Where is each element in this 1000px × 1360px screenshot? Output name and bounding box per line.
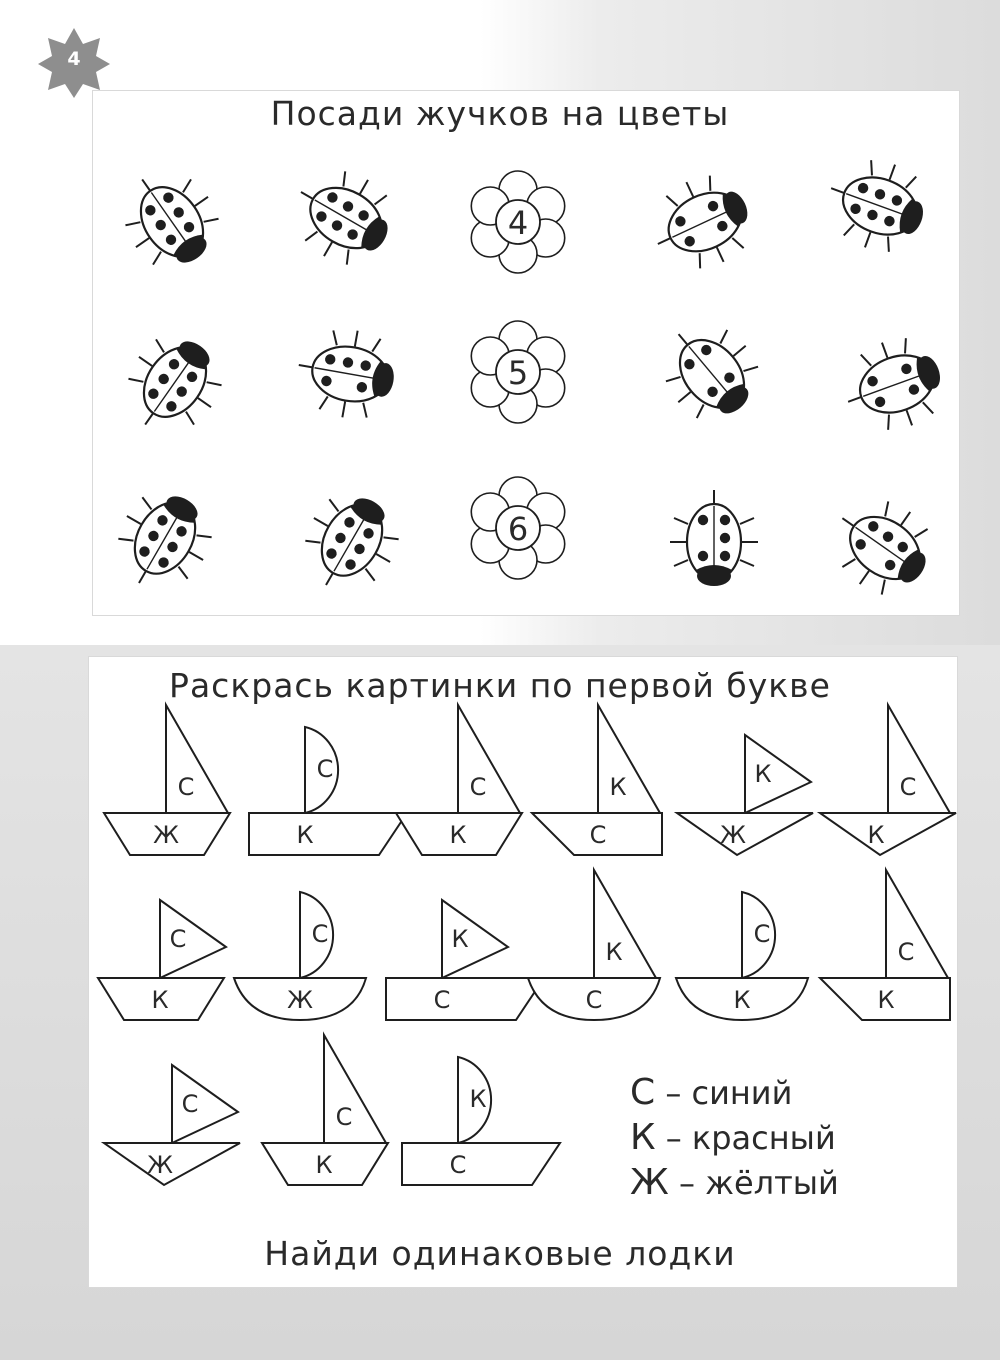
hull-letter: Ж	[287, 986, 313, 1014]
flower	[471, 477, 564, 579]
ladybug	[291, 322, 401, 425]
legend-letter: С	[630, 1072, 656, 1113]
hull-letter: К	[296, 821, 314, 849]
hull	[386, 978, 544, 1020]
hull-letter: Ж	[720, 821, 746, 849]
legend-dash: –	[678, 1164, 695, 1202]
sail-letter: С	[897, 938, 915, 966]
hull	[249, 813, 407, 855]
ladybug-spot	[720, 551, 730, 561]
flower-number: 4	[507, 204, 529, 242]
legend-row-red	[630, 1115, 870, 1160]
ladybug	[101, 478, 225, 605]
boat	[402, 1057, 560, 1185]
hull-letter: С	[585, 986, 603, 1014]
hull-letter: С	[449, 1151, 467, 1179]
sail	[598, 705, 660, 813]
ladybug	[816, 147, 936, 263]
sail-letter: С	[181, 1090, 199, 1118]
sail	[888, 705, 950, 813]
hull-letter: К	[315, 1151, 333, 1179]
hull	[820, 813, 956, 855]
boat	[98, 900, 226, 1020]
boat	[820, 705, 956, 855]
sail-letter: С	[469, 773, 487, 801]
hull-letter: К	[867, 821, 885, 849]
boat	[104, 705, 230, 855]
ladybug	[833, 328, 953, 444]
boat	[528, 870, 660, 1020]
sail-letter: К	[605, 938, 623, 966]
boat	[104, 1065, 240, 1185]
sail-letter: С	[899, 773, 917, 801]
boat	[386, 900, 544, 1020]
flower	[471, 321, 564, 423]
sail-letter: С	[169, 925, 187, 953]
sail-letter: К	[451, 925, 469, 953]
page-number: 4	[67, 48, 81, 70]
ladybug	[670, 490, 758, 586]
hull-letter: К	[449, 821, 467, 849]
ladybug	[106, 154, 233, 283]
ladybug	[109, 321, 236, 450]
legend-letter: Ж	[630, 1162, 669, 1203]
ladybug-spot	[720, 515, 730, 525]
sail-letter: К	[754, 760, 772, 788]
legend-color-name: синий	[691, 1074, 793, 1112]
sail-letter: К	[469, 1085, 487, 1113]
ladybug	[279, 154, 406, 278]
hull-letter: К	[877, 986, 895, 1014]
sail-letter: С	[335, 1103, 353, 1131]
legend-dash: –	[665, 1074, 682, 1112]
find-same-boats-task: Найди одинаковые лодки	[264, 1234, 736, 1273]
sail-letter: С	[177, 773, 195, 801]
flower	[471, 171, 564, 273]
boat-exercise-title: Раскрась картинки по первой букве	[169, 666, 831, 705]
sail	[594, 870, 656, 978]
boat	[532, 705, 662, 855]
sail-letter: С	[311, 920, 329, 948]
flower-number: 5	[507, 354, 529, 392]
color-legend	[630, 1070, 870, 1205]
ladybug	[645, 306, 774, 436]
sail	[886, 870, 948, 978]
ladybug-spot	[720, 533, 730, 543]
flower-number: 6	[507, 510, 529, 548]
hull-letter: Ж	[147, 1151, 173, 1179]
sail	[324, 1035, 386, 1143]
ladybug	[288, 480, 412, 607]
legend-dash: –	[665, 1119, 682, 1157]
ladybug-spot	[698, 515, 708, 525]
hull	[402, 1143, 560, 1185]
hull-letter: Ж	[153, 821, 179, 849]
sail-letter: К	[609, 773, 627, 801]
legend-color-name: красный	[691, 1119, 836, 1157]
sail	[166, 705, 228, 813]
hull-letter: К	[151, 986, 169, 1014]
hull-letter: С	[433, 986, 451, 1014]
ladybug	[639, 164, 763, 284]
boat	[249, 727, 407, 855]
legend-letter: К	[630, 1117, 656, 1158]
boat	[677, 735, 813, 855]
legend-row-yellow	[630, 1160, 870, 1205]
sail	[458, 705, 520, 813]
ladybug-exercise-title: Посади жучков на цветы	[270, 94, 730, 133]
boat	[234, 892, 366, 1020]
ladybug-spot	[698, 551, 708, 561]
sail-letter: С	[316, 755, 334, 783]
hull-letter: К	[733, 986, 751, 1014]
boat	[262, 1035, 388, 1185]
legend-row-blue	[630, 1070, 870, 1115]
boat	[676, 892, 808, 1020]
legend-color-name: жёлтый	[705, 1164, 839, 1202]
hull-letter: С	[589, 821, 607, 849]
ladybug	[817, 482, 946, 609]
boat	[820, 870, 950, 1020]
sail-letter: С	[753, 920, 771, 948]
boat	[396, 705, 522, 855]
